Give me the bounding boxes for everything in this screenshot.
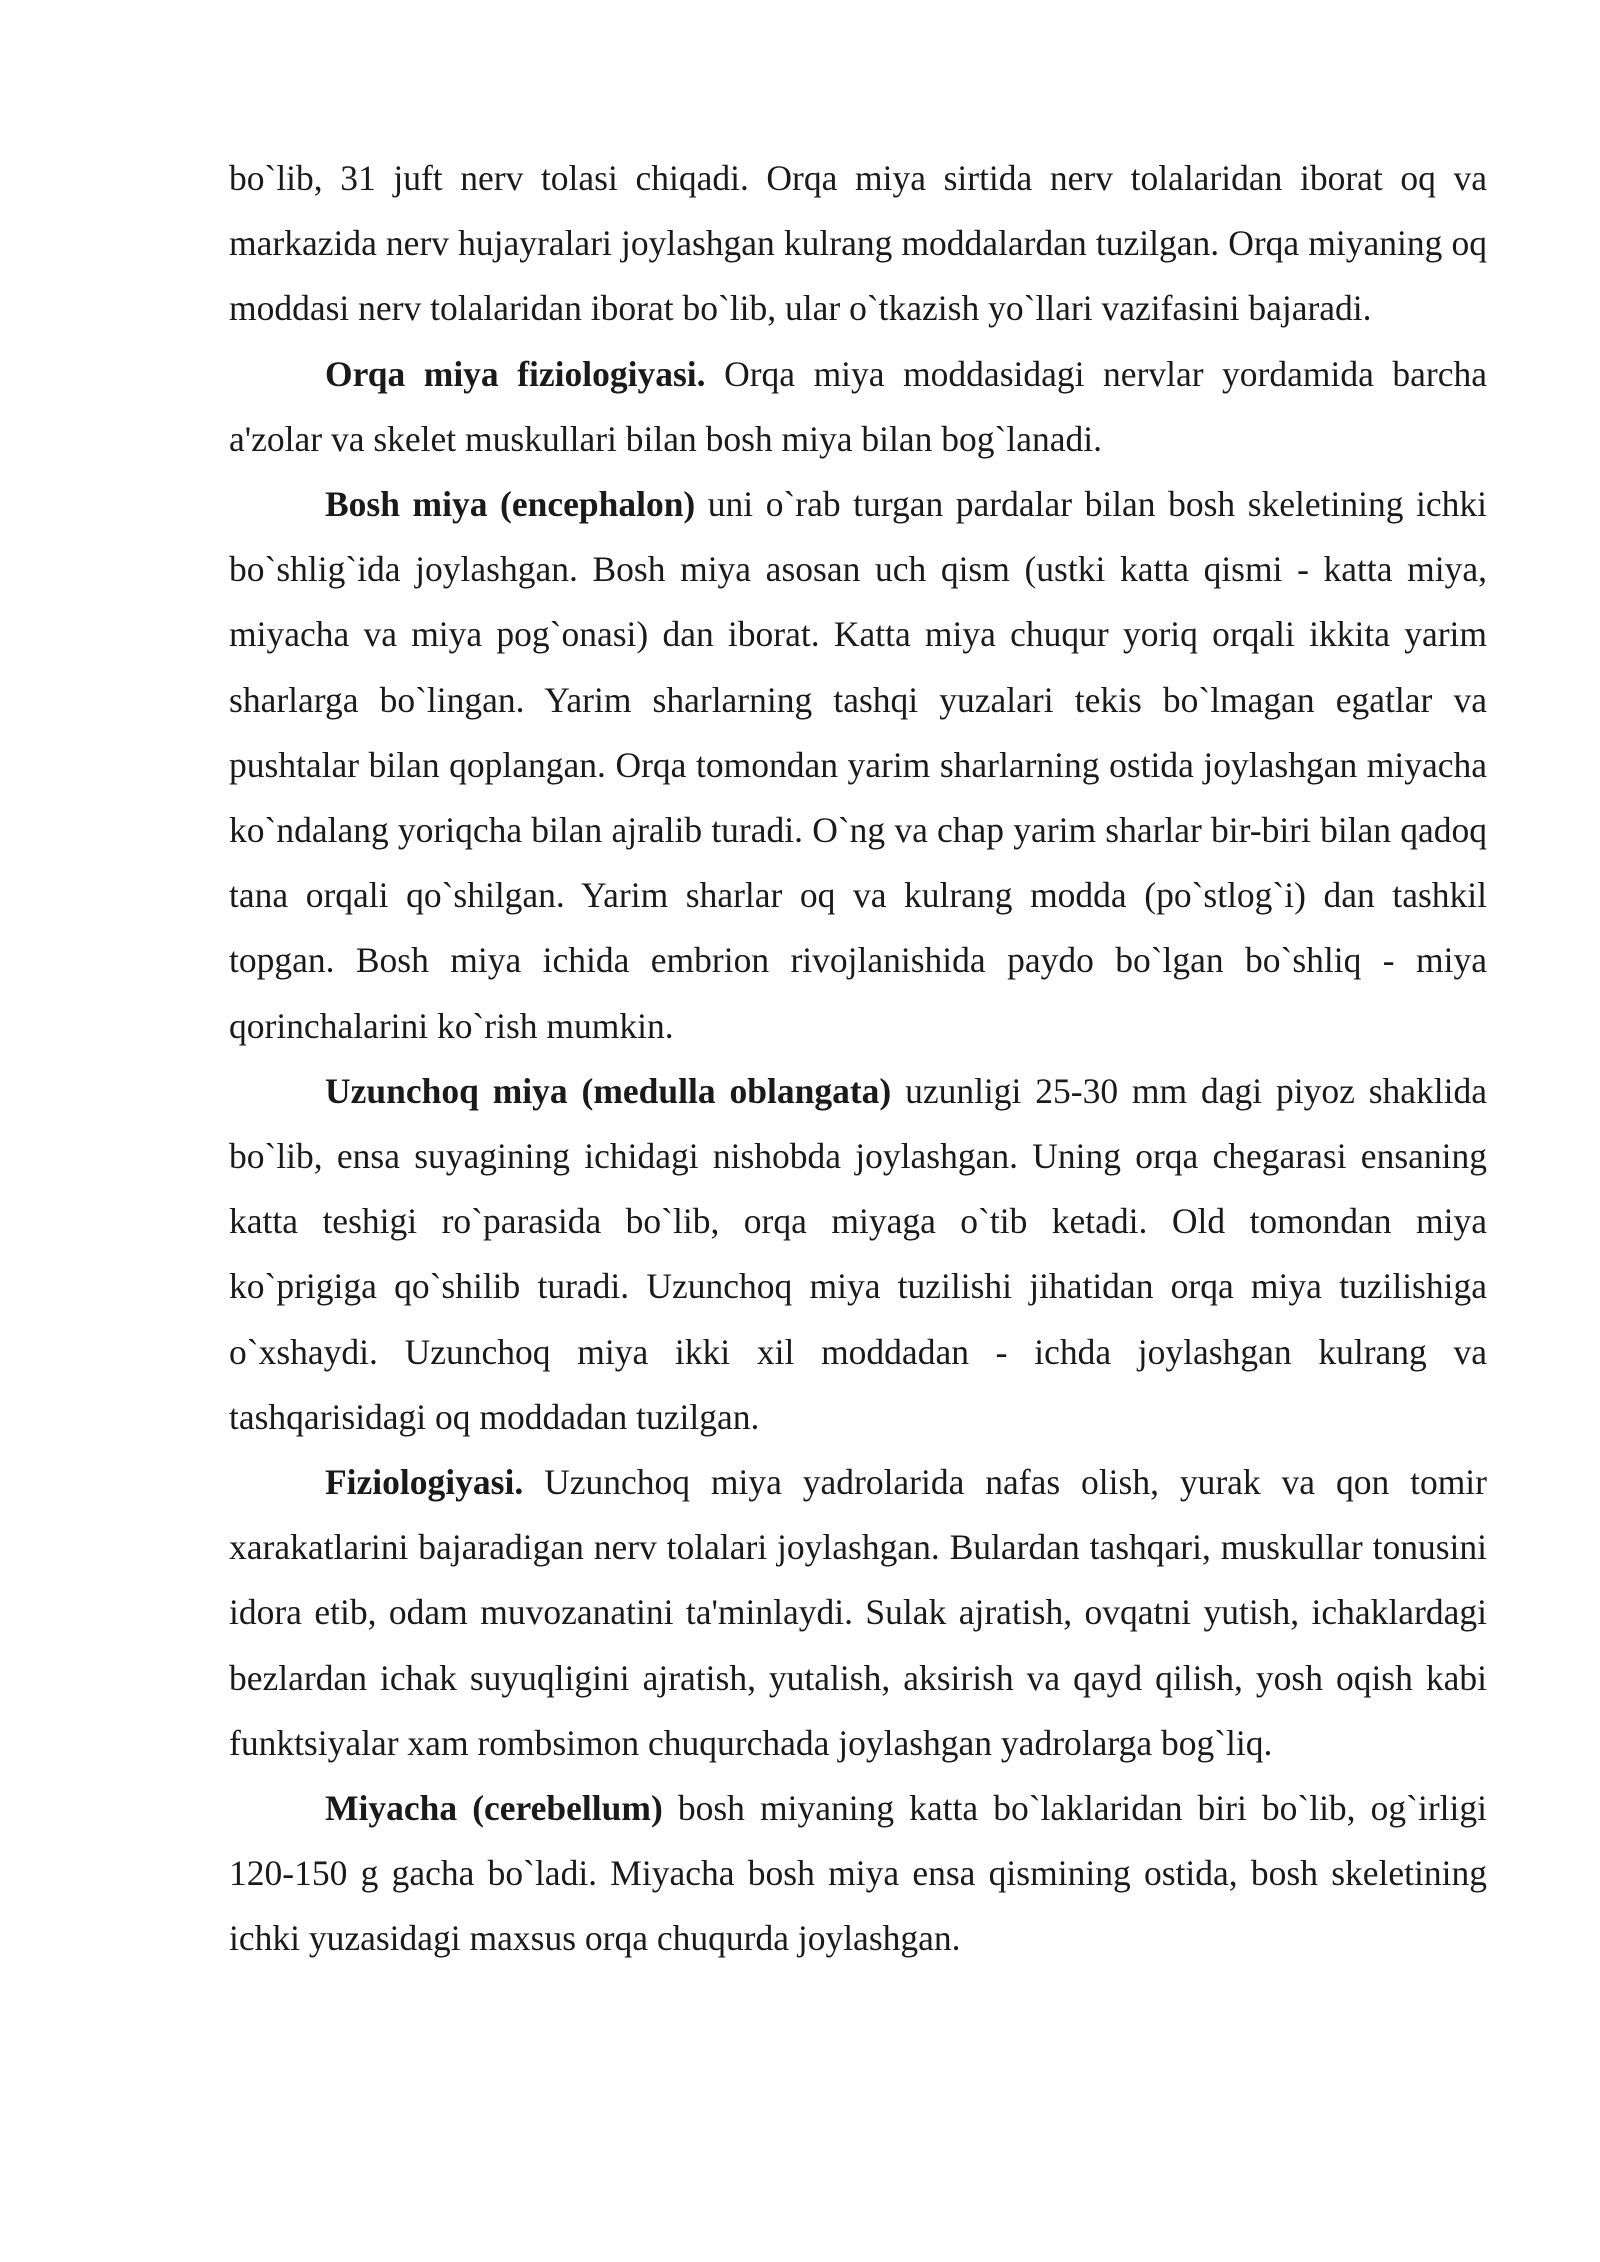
paragraph-cerebellum (229, 1776, 1487, 1972)
paragraph-text: uzunligi 25-30 mm dagi piyoz shaklida bo`lib, ensa suyagining ichidagi nishobda joylashgan. Uning orqa chegarasi ensaning katta teshigi ro`parasida bo`lib, orqa miyaga o`tib ketadi. Old tomondan miya ko`prigiga qo`shilib turadi. Uzunchoq miya tuzilishi jihatidan orqa miya tuzilishiga o`xshaydi. Uzunchoq miya ikki xil moddadan - ichda joylashgan kulrang va tashqarisidagi oq moddadan tuzilgan. (229, 1070, 1487, 1437)
paragraph-spinal-cord-structure (229, 146, 1487, 342)
paragraph-text: bosh miyaning katta bo`laklaridan biri bo`lib, og`irligi 120-150 g gacha bo`ladi. Miyacha bosh miya ensa qismining ostida, bosh skeletining ichki yuzasidagi maxsus orqa chuqurda joylashgan. (229, 1788, 1487, 1959)
paragraph-spinal-cord-physiology (229, 342, 1487, 472)
document-body (229, 146, 1487, 1972)
paragraph-heading: Bosh miya (encephalon) (325, 484, 696, 525)
paragraph-text: Orqa miya moddasidagi nervlar yordamida barcha a'zolar va skelet muskullari bilan bosh miya bilan bog`lanadi. (229, 353, 1487, 459)
paragraph-heading: Fiziologiyasi. (325, 1462, 524, 1503)
paragraph-medulla-oblongata (229, 1059, 1487, 1450)
paragraph-heading: Orqa miya fiziologiyasi. (325, 353, 706, 394)
paragraph-heading: Miyacha (cerebellum) (325, 1788, 663, 1829)
paragraph-text: Uzunchoq miya yadrolarida nafas olish, yurak va qon tomir xarakatlarini bajaradigan nerv tolalari joylashgan. Bulardan tashqari, muskullar tonusini idora etib, odam muvozanatini ta'minlaydi. Sulak ajratish, ovqatni yutish, ichaklardagi bezlardan ichak suyuqligini ajratish, yutalish, aksirish va qayd qilish, yosh oqish kabi funktsiyalar xam rombsimon chuqurchada joylashgan yadrolarga bog`liq. (229, 1462, 1487, 1763)
paragraph-text: bo`lib, 31 juft nerv tolasi chiqadi. Orqa miya sirtida nerv tolalaridan iborat oq va markazida nerv hujayralari joylashgan kulrang moddalardan tuzilgan. Orqa miyaning oq moddasi nerv tolalaridan iborat bo`lib, ular o`tkazish yo`llari vazifasini bajaradi. (229, 158, 1487, 329)
paragraph-brain (229, 472, 1487, 1059)
paragraph-text: uni o`rab turgan pardalar bilan bosh skeletining ichki bo`shlig`ida joylashgan. Bosh miya asosan uch qism (ustki katta qismi - katta miya, miyacha va miya pog`onasi) dan iborat. Katta miya chuqur yoriq orqali ikkita yarim sharlarga bo`lingan. Yarim sharlarning tashqi yuzalari tekis bo`lmagan egatlar va pushtalar bilan qoplangan. Orqa tomondan yarim sharlarning ostida joylashgan miyacha ko`ndalang yoriqcha bilan ajralib turadi. O`ng va chap yarim sharlar bir-biri bilan qadoq tana orqali qo`shilgan. Yarim sharlar oq va kulrang modda (po`stlog`i) dan tashkil topgan. Bosh miya ichida embrion rivojlanishida paydo bo`lgan bo`shliq - miya qorinchalarini ko`rish mumkin. (229, 484, 1488, 1046)
paragraph-heading: Uzunchoq miya (medulla oblangata) (325, 1070, 892, 1111)
paragraph-medulla-physiology (229, 1450, 1487, 1776)
